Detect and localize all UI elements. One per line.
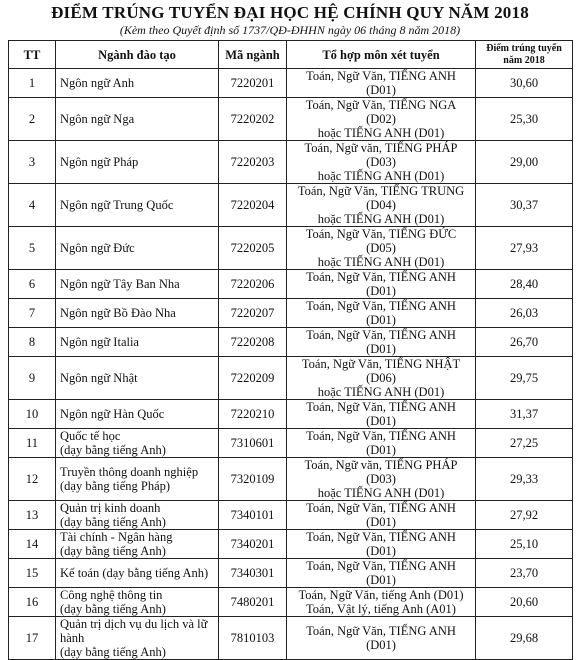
cell-code: 7480201 [219, 588, 287, 617]
column-header-score: Điểm trúng tuyển năm 2018 [476, 41, 573, 69]
cell-code: 7220207 [219, 299, 287, 328]
table-row [9, 98, 573, 141]
combo-line: Toán, Ngữ Văn, TIẾNG ANH (D01) [306, 69, 456, 97]
major-line: Ngôn ngữ Nhật [60, 371, 138, 385]
cell-code: 7340101 [219, 501, 287, 530]
cell-tt: 14 [9, 530, 56, 559]
table-row [9, 357, 573, 400]
cell-score: 20,60 [476, 588, 573, 617]
cell-major [56, 588, 219, 617]
cell-score: 29,68 [476, 617, 573, 660]
major-line: Ngôn ngữ Pháp [60, 155, 139, 169]
major-line: Ngôn ngữ Hàn Quốc [60, 407, 165, 421]
cell-major [56, 530, 219, 559]
combo-line: Toán, Ngữ Văn, TIẾNG ANH (D01) [306, 299, 456, 327]
cell-major [56, 559, 219, 588]
major-line: Ngôn ngữ Tây Ban Nha [60, 277, 180, 291]
cell-score: 29,00 [476, 141, 573, 184]
cell-major [56, 357, 219, 400]
cell-major [56, 400, 219, 429]
cell-major [56, 328, 219, 357]
cell-score: 26,03 [476, 299, 573, 328]
table-row [9, 328, 573, 357]
table-row [9, 501, 573, 530]
combo-line: Toán, Ngữ văn, TIẾNG PHÁP (D03) [304, 458, 458, 486]
cell-major [56, 299, 219, 328]
cell-code: 7340301 [219, 559, 287, 588]
document-title: ĐIỂM TRÚNG TUYỂN ĐẠI HỌC HỆ CHÍNH QUY NĂM 2018 [51, 3, 529, 22]
cell-code: 7340201 [219, 530, 287, 559]
table-row [9, 400, 573, 429]
major-line: Quản trị kinh doanh [60, 501, 161, 515]
cell-combo [287, 501, 476, 530]
column-header-combo: Tổ hợp môn xét tuyển [287, 41, 476, 69]
major-line: (dạy bằng tiếng Anh) [60, 645, 166, 659]
cell-combo [287, 429, 476, 458]
combo-line: hoặc TIẾNG ANH (D01) [317, 255, 445, 269]
table-row [9, 530, 573, 559]
cell-code: 7310601 [219, 429, 287, 458]
major-line: Tài chính - Ngân hàng [60, 530, 173, 544]
cell-tt: 9 [9, 357, 56, 400]
cell-combo [287, 559, 476, 588]
table-row [9, 458, 573, 501]
cell-major [56, 98, 219, 141]
table-row [9, 227, 573, 270]
cell-combo [287, 227, 476, 270]
column-header-tt: TT [9, 41, 56, 69]
cell-tt: 1 [9, 69, 56, 98]
combo-line: Toán, Ngữ Văn, tiếng Anh (D01) [298, 588, 464, 602]
table-row [9, 69, 573, 98]
table-row [9, 270, 573, 299]
cell-major [56, 227, 219, 270]
cell-combo [287, 69, 476, 98]
cell-code: 7320109 [219, 458, 287, 501]
major-line: Ngôn ngữ Trung Quốc [60, 198, 174, 212]
major-line: (dạy bằng tiếng Anh) [60, 544, 166, 558]
combo-line: Toán, Ngữ Văn, TIẾNG NHẬT (D06) [301, 357, 461, 385]
cell-tt: 15 [9, 559, 56, 588]
combo-line: Toán, Ngữ Văn, TIẾNG ANH (D01) [306, 501, 456, 529]
cell-combo [287, 184, 476, 227]
table-header-row [9, 41, 573, 69]
major-line: Quản trị dịch vụ du lịch và lữ hành [60, 617, 208, 645]
cell-tt: 16 [9, 588, 56, 617]
table-body [9, 69, 573, 660]
cell-combo [287, 270, 476, 299]
cell-score: 28,40 [476, 270, 573, 299]
document-subtitle: (Kèm theo Quyết định số 1737/QĐ-ĐHHN ngày 06 tháng 8 năm 2018) [119, 23, 461, 37]
admission-score-table [8, 40, 573, 660]
cell-combo [287, 458, 476, 501]
cell-major [56, 141, 219, 184]
cell-major [56, 458, 219, 501]
combo-line: Toán, Ngữ văn, TIẾNG PHÁP (D03) [304, 141, 458, 169]
major-line: Quốc tế học [60, 429, 121, 443]
combo-line: Toán, Ngữ Văn, TIẾNG ANH (D01) [306, 400, 456, 428]
table-row [9, 617, 573, 660]
cell-tt: 8 [9, 328, 56, 357]
cell-tt: 2 [9, 98, 56, 141]
cell-code: 7220210 [219, 400, 287, 429]
cell-code: 7220209 [219, 357, 287, 400]
major-line: Ngôn ngữ Anh [60, 76, 135, 90]
cell-combo [287, 588, 476, 617]
major-line: Kế toán (dạy bằng tiếng Anh) [60, 566, 209, 580]
major-line: Ngôn ngữ Bồ Đào Nha [60, 306, 176, 320]
cell-major [56, 270, 219, 299]
cell-tt: 6 [9, 270, 56, 299]
cell-combo [287, 617, 476, 660]
cell-tt: 11 [9, 429, 56, 458]
cell-combo [287, 400, 476, 429]
cell-combo [287, 141, 476, 184]
major-line: Truyền thông doanh nghiệp [60, 465, 199, 479]
cell-score: 25,10 [476, 530, 573, 559]
combo-line: Toán, Ngữ Văn, TIẾNG ANH (D01) [306, 328, 456, 356]
cell-code: 7220205 [219, 227, 287, 270]
combo-line: Toán, Ngữ Văn, TIẾNG ĐỨC (D05) [305, 227, 457, 255]
table-row [9, 559, 573, 588]
cell-score: 30,60 [476, 69, 573, 98]
cell-major [56, 501, 219, 530]
combo-line: hoặc TIẾNG ANH (D01) [317, 385, 445, 399]
major-line: Ngôn ngữ Italia [60, 335, 139, 349]
cell-major [56, 429, 219, 458]
combo-line: hoặc TIẾNG ANH (D01) [317, 126, 445, 140]
cell-tt: 17 [9, 617, 56, 660]
major-line: Ngôn ngữ Nga [60, 112, 135, 126]
table-row [9, 141, 573, 184]
major-line: Ngôn ngữ Đức [60, 241, 135, 255]
cell-tt: 10 [9, 400, 56, 429]
cell-score: 29,75 [476, 357, 573, 400]
combo-line: Toán, Vật lý, tiếng Anh (A01) [306, 602, 456, 616]
cell-code: 7220206 [219, 270, 287, 299]
cell-major [56, 69, 219, 98]
cell-score: 27,92 [476, 501, 573, 530]
table-row [9, 184, 573, 227]
table-row [9, 588, 573, 617]
combo-line: Toán, Ngữ Văn, TIẾNG TRUNG (D04) [297, 184, 465, 212]
cell-combo [287, 98, 476, 141]
cell-code: 7220201 [219, 69, 287, 98]
table-row [9, 429, 573, 458]
combo-line: hoặc TIẾNG ANH (D01) [317, 169, 445, 183]
cell-score: 25,30 [476, 98, 573, 141]
major-line: (dạy bằng tiếng Anh) [60, 602, 166, 616]
cell-combo [287, 357, 476, 400]
major-line: (dạy bằng tiếng Pháp) [60, 479, 171, 493]
combo-line: Toán, Ngữ Văn, TIẾNG ANH (D01) [306, 559, 456, 587]
major-line: Công nghệ thông tin [60, 588, 163, 602]
cell-major [56, 184, 219, 227]
cell-combo [287, 328, 476, 357]
cell-tt: 13 [9, 501, 56, 530]
cell-tt: 4 [9, 184, 56, 227]
combo-line: Toán, Ngữ Văn, TIẾNG NGA (D02) [305, 98, 457, 126]
column-header-major: Ngành đào tạo [56, 41, 219, 69]
cell-score: 23,70 [476, 559, 573, 588]
cell-score: 26,70 [476, 328, 573, 357]
cell-tt: 12 [9, 458, 56, 501]
cell-score: 27,93 [476, 227, 573, 270]
cell-score: 27,25 [476, 429, 573, 458]
cell-tt: 7 [9, 299, 56, 328]
cell-tt: 5 [9, 227, 56, 270]
cell-combo [287, 299, 476, 328]
cell-code: 7220208 [219, 328, 287, 357]
cell-score: 30,37 [476, 184, 573, 227]
combo-line: Toán, Ngữ Văn, TIẾNG ANH (D01) [306, 270, 456, 298]
column-header-code: Mã ngành [219, 41, 287, 69]
cell-code: 7220203 [219, 141, 287, 184]
major-line: (dạy bằng tiếng Anh) [60, 443, 166, 457]
table-row [9, 299, 573, 328]
combo-line: Toán, Ngữ Văn, TIẾNG ANH (D01) [306, 624, 456, 652]
combo-line: hoặc TIẾNG ANH (D01) [317, 486, 445, 500]
combo-line: hoặc TIẾNG ANH (D01) [317, 212, 445, 226]
major-line: (dạy bằng tiếng Anh) [60, 515, 166, 529]
cell-code: 7220202 [219, 98, 287, 141]
cell-major [56, 617, 219, 660]
cell-code: 7810103 [219, 617, 287, 660]
combo-line: Toán, Ngữ Văn, TIẾNG ANH (D01) [306, 530, 456, 558]
combo-line: Toán, Ngữ Văn, TIẾNG ANH (D01) [306, 429, 456, 457]
cell-score: 29,33 [476, 458, 573, 501]
cell-tt: 3 [9, 141, 56, 184]
cell-code: 7220204 [219, 184, 287, 227]
cell-score: 31,37 [476, 400, 573, 429]
cell-combo [287, 530, 476, 559]
